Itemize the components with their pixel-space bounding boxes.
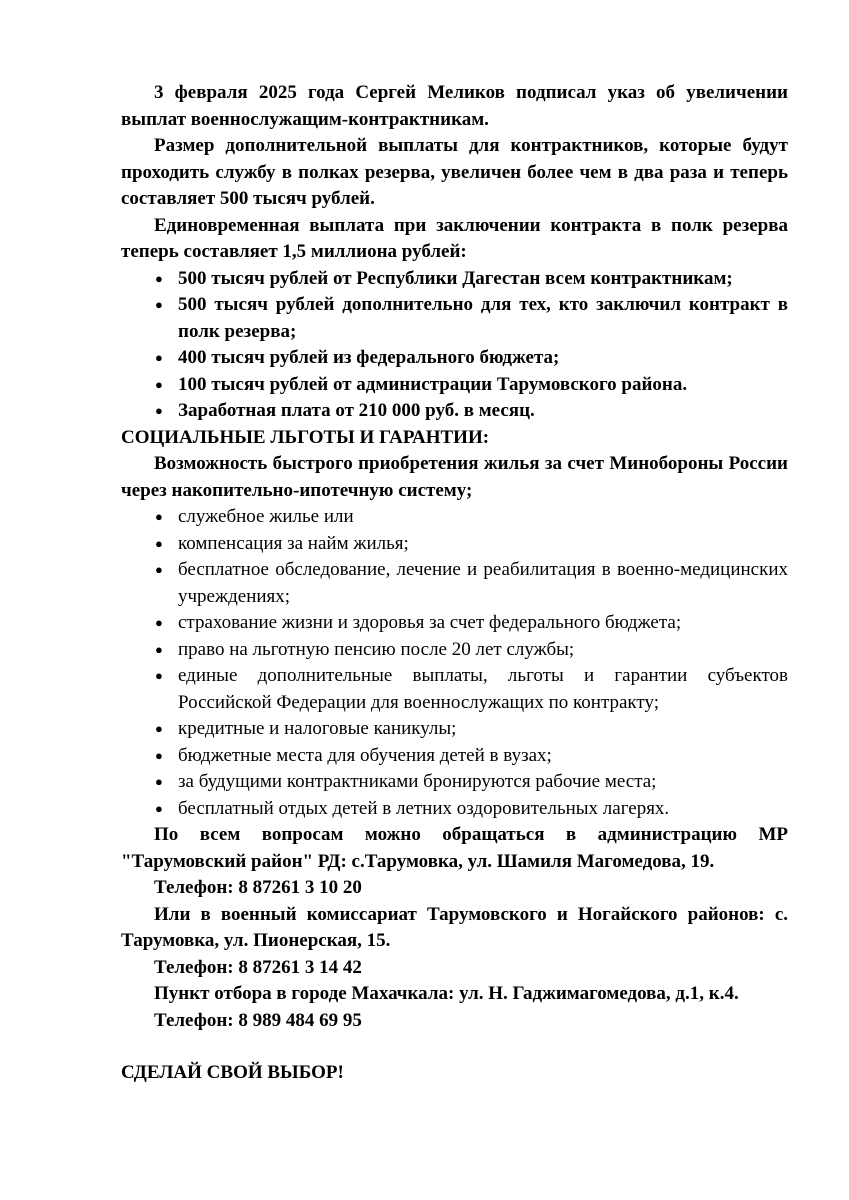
list-item: ● 500 тысяч рублей дополнительно для тех, кто заключил контракт в полк резерва; — [155, 294, 788, 342]
contact-commissariat-phone: Телефон: 8 87261 3 14 42 — [154, 956, 362, 978]
document-body — [121, 80, 788, 1087]
list-item: ● Заработная плата от 210 000 руб. в месяц. — [178, 398, 788, 425]
bullet-icon: ● — [155, 509, 163, 524]
list-item: ● бюджетные места для обучения детей в вузах; — [178, 743, 788, 770]
benefits-heading: СОЦИАЛЬНЫЕ ЛЬГОТЫ И ГАРАНТИИ: — [121, 426, 490, 448]
list-item: ● бесплатный отдых детей в летних оздоровительных лагерях. — [178, 796, 788, 823]
bullet-icon: ● — [155, 615, 163, 630]
list-item: ● право на льготную пенсию после 20 лет службы; — [178, 637, 788, 664]
bullet-icon: ● — [155, 721, 163, 736]
benefits-list — [121, 504, 788, 822]
contact-commissariat: Или в военный комиссариат Тарумовского и Ногайского районов: с. Тарумовка, ул. Пионерская, 15. — [121, 903, 788, 951]
contact-administration-phone: Телефон: 8 87261 3 10 20 — [154, 877, 362, 898]
intro-paragraph-decree: 3 февраля 2025 года Сергей Меликов подписал указ об увеличении выплат военнослужащим-контрактникам. — [121, 82, 788, 130]
list-item: ● компенсация за найм жилья; — [178, 531, 788, 558]
list-item: ● страхование жизни и здоровья за счет федерального бюджета; — [178, 610, 788, 637]
list-item: ● за будущими контрактниками бронируются рабочие места; — [178, 769, 788, 796]
bullet-icon: ● — [155, 297, 163, 312]
contact-selection-phone: Телефон: 8 989 484 69 95 — [154, 1009, 362, 1031]
bullet-icon: ● — [155, 641, 163, 657]
bullet-icon: ● — [155, 562, 163, 577]
payments-list — [121, 266, 788, 425]
bullet-icon: ● — [155, 800, 163, 816]
intro-paragraph-reserve-payment: Размер дополнительной выплаты для контрактников, которые будут проходить службу в полках резерва, увеличен более чем в два раза и теперь составляет 500 тысяч рублей. — [121, 135, 788, 209]
bullet-icon: ● — [155, 747, 163, 763]
bullet-icon: ● — [155, 376, 163, 392]
bullet-icon: ● — [155, 668, 163, 683]
list-item: ● единые дополнительные выплаты, льготы и гарантии субъектов Российской Федерации для военнослужащих по контракту; — [155, 665, 788, 713]
bullet-icon: ● — [155, 774, 163, 789]
list-item: ● служебное жилье или — [178, 504, 788, 531]
intro-paragraph-lump-sum: Единовременная выплата при заключении контракта в полк резерва теперь составляет 1,5 миллиона рублей: — [121, 214, 788, 262]
bullet-icon: ● — [155, 403, 163, 418]
list-item: ● 400 тысяч рублей из федерального бюджета; — [178, 345, 788, 372]
contact-selection-point: Пункт отбора в городе Махачкала: ул. Н. Гаджимагомедова, д.1, к.4. — [154, 983, 739, 1004]
spacer — [121, 1034, 788, 1060]
list-item: ● кредитные и налоговые каникулы; — [178, 716, 788, 743]
list-item: ● 100 тысяч рублей от администрации Тарумовского района. — [178, 372, 788, 399]
list-item: ● бесплатное обследование, лечение и реабилитация в военно-медицинских учреждениях; — [155, 559, 788, 607]
contact-administration: По всем вопросам можно обращаться в администрацию МР "Тарумовский район" РД: с.Тарумовка, ул. Шамиля Магомедова, 19. — [121, 824, 788, 872]
closing-slogan: СДЕЛАЙ СВОЙ ВЫБОР! — [121, 1062, 344, 1083]
bullet-icon: ● — [155, 270, 163, 286]
list-item: ● 500 тысяч рублей от Республики Дагестан всем контрактникам; — [178, 266, 788, 293]
bullet-icon: ● — [155, 535, 163, 551]
bullet-icon: ● — [155, 350, 163, 365]
benefits-lead-paragraph: Возможность быстрого приобретения жилья за счет Минобороны России через накопительно-ипотечную систему; — [121, 453, 788, 501]
